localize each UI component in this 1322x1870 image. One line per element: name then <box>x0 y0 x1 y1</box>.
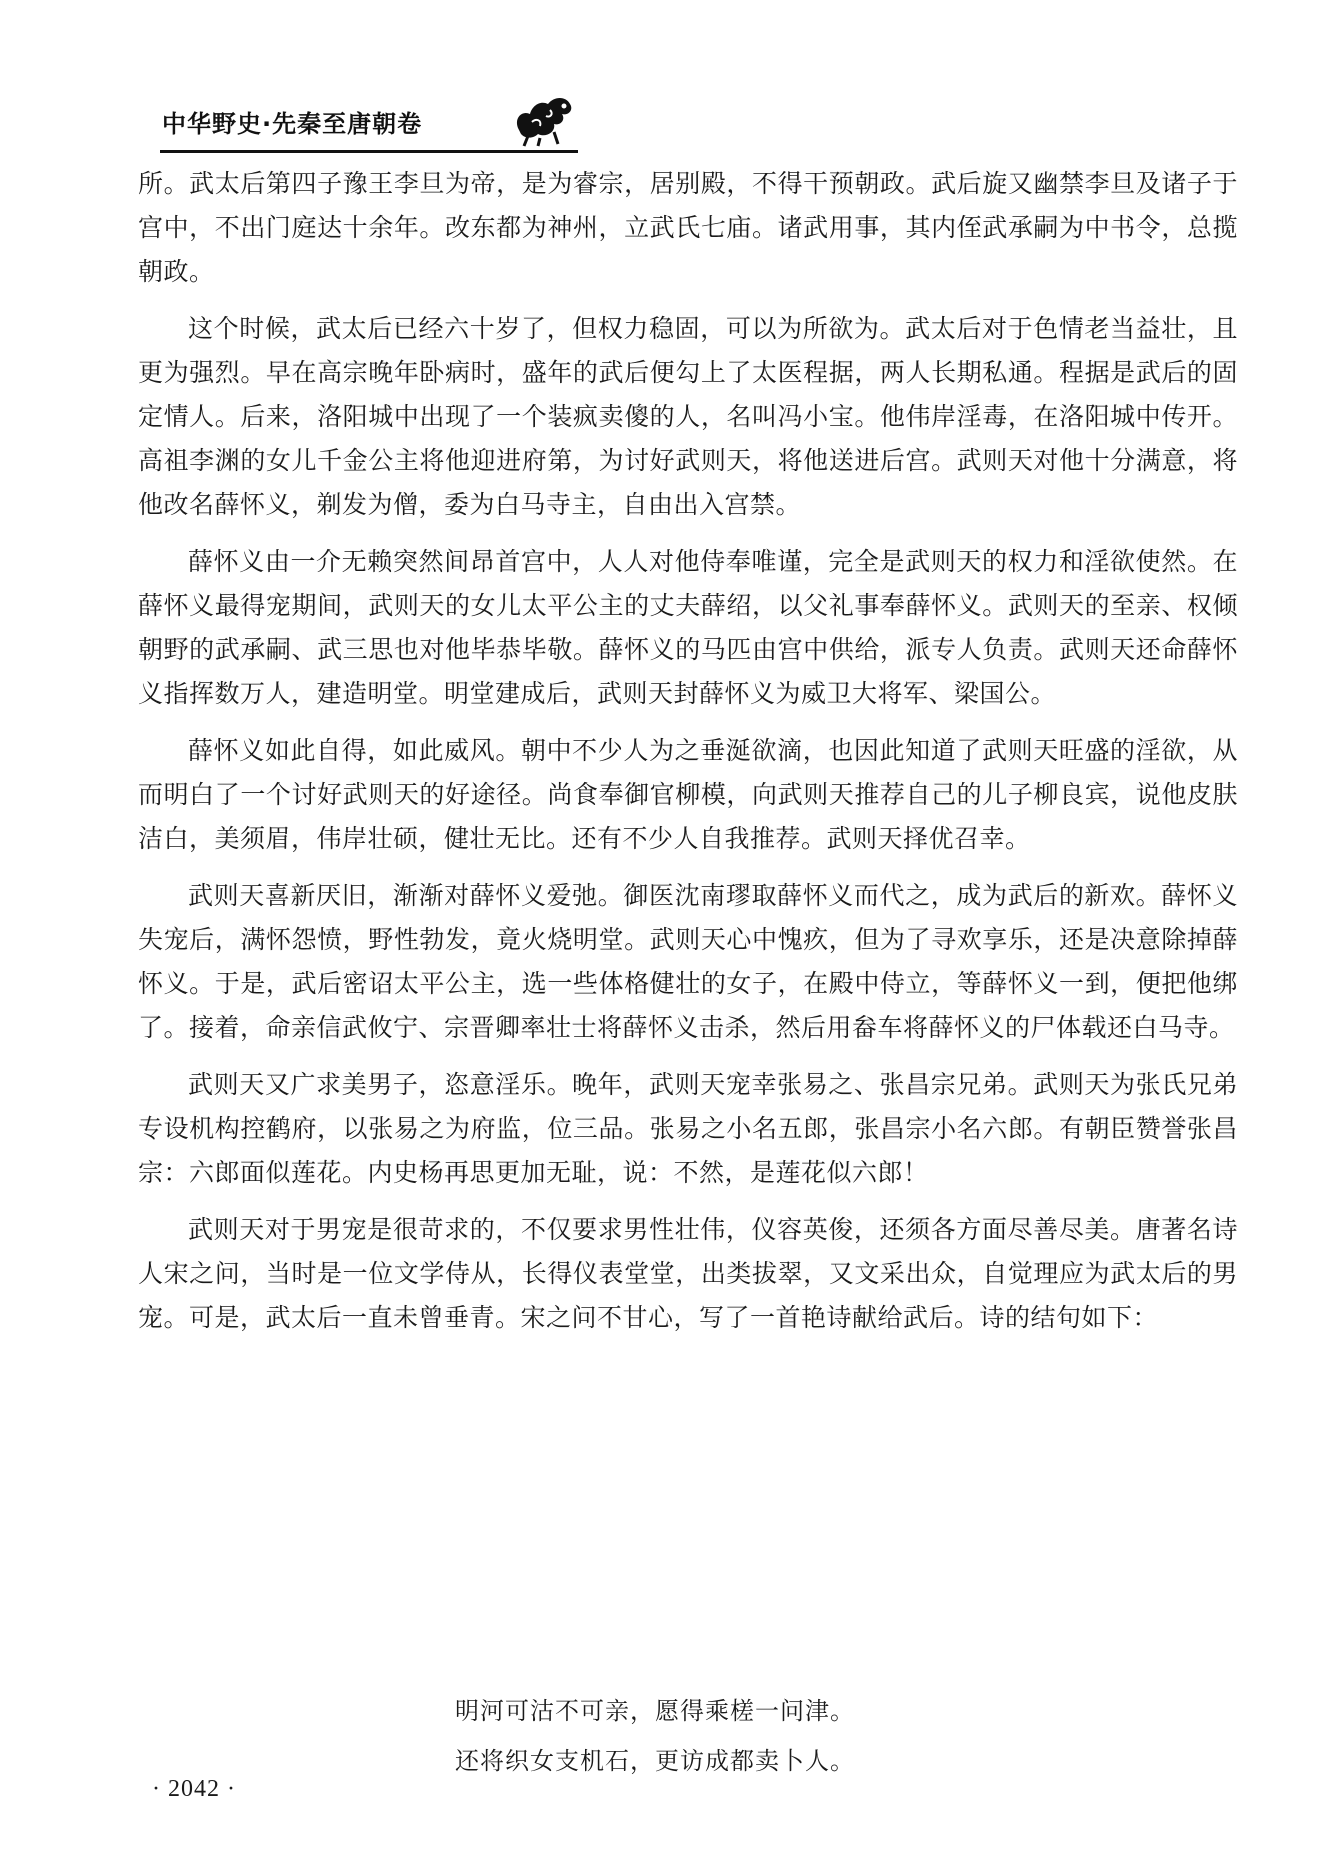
running-header <box>160 86 578 152</box>
poem-line: 还将织女支机石，更访成都卖卜人。 <box>455 1747 855 1775</box>
paragraph: 武则天又广求美男子，恣意淫乐。晚年，武则天宠幸张易之、张昌宗兄弟。武则天为张氏兄弟专设机构控鹤府，以张易之为府监，位三品。张易之小名五郎，张昌宗小名六郎。有朝臣赞誉张昌宗：六郎面似莲花。内史杨再思更加无耻，说：不然，是莲花似六郎！ <box>138 1070 1238 1187</box>
header-divider <box>160 150 578 153</box>
article-body <box>138 162 1238 1353</box>
paragraph: 所。武太后第四子豫王李旦为帝，是为睿宗，居别殿，不得干预朝政。武后旋又幽禁李旦及诸子于宫中，不出门庭达十余年。改东都为神州，立武氏七庙。诸武用事，其内侄武承嗣为中书令，总揽朝政。 <box>138 169 1238 286</box>
paragraph: 武则天喜新厌旧，渐渐对薛怀义爱弛。御医沈南璆取薛怀义而代之，成为武后的新欢。薛怀义失宠后，满怀怨愤，野性勃发，竟火烧明堂。武则天心中愧疚，但为了寻欢享乐，还是决意除掉薛怀义。于是，武后密诏太平公主，选一些体格健壮的女子，在殿中侍立，等薛怀义一到，便把他绑了。接着，命亲信武攸宁、宗晋卿率壮士将薛怀义击杀，然后用畚车将薛怀义的尸体载还白马寺。 <box>138 881 1238 1042</box>
poem-line: 明河可沽不可亲，愿得乘槎一问津。 <box>455 1697 855 1725</box>
paragraph: 薛怀义由一介无赖突然间昂首宫中，人人对他侍奉唯谨，完全是武则天的权力和淫欲使然。在薛怀义最得宠期间，武则天的女儿太平公主的丈夫薛绍，以父礼事奉薛怀义。武则天的至亲、权倾朝野的武承嗣、武三思也对他毕恭毕敬。薛怀义的马匹由宫中供给，派专人负责。武则天还命薛怀义指挥数万人，建造明堂。明堂建成后，武则天封薛怀义为威卫大将军、梁国公。 <box>138 547 1238 708</box>
book-title: 中华野史·先秦至唐朝卷 <box>162 110 423 138</box>
paragraph: 武则天对于男宠是很苛求的，不仅要求男性壮伟，仪容英俊，还须各方面尽善尽美。唐著名诗人宋之问，当时是一位文学侍从，长得仪表堂堂，出类拔翠，又文采出众，自觉理应为武太后的男宠。可是，武太后一直未曾垂青。宋之问不甘心，写了一首艳诗献给武后。诗的结句如下： <box>138 1215 1238 1332</box>
paragraph: 这个时候，武太后已经六十岁了，但权力稳固，可以为所欲为。武太后对于色情老当益壮，且更为强烈。早在高宗晚年卧病时，盛年的武后便勾上了太医程据，两人长期私通。程据是武后的固定情人。后来，洛阳城中出现了一个装疯卖傻的人，名叫冯小宝。他伟岸淫毒，在洛阳城中传开。高祖李渊的女儿千金公主将他迎进府第，为讨好武则天，将他送进后宫。武则天对他十分满意，将他改名薛怀义，剃发为僧，委为白马寺主，自由出入宫禁。 <box>138 314 1238 519</box>
dragon-icon <box>510 88 578 148</box>
page-number: · 2042 · <box>152 1776 236 1802</box>
paragraph: 薛怀义如此自得，如此威风。朝中不少人为之垂涎欲滴，也因此知道了武则天旺盛的淫欲，从而明白了一个讨好武则天的好途径。尚食奉御官柳模，向武则天推荐自己的儿子柳良宾，说他皮肤洁白，美须眉，伟岸壮硕，健壮无比。还有不少人自我推荐。武则天择优召幸。 <box>138 736 1238 853</box>
poem-block <box>455 1686 855 1786</box>
